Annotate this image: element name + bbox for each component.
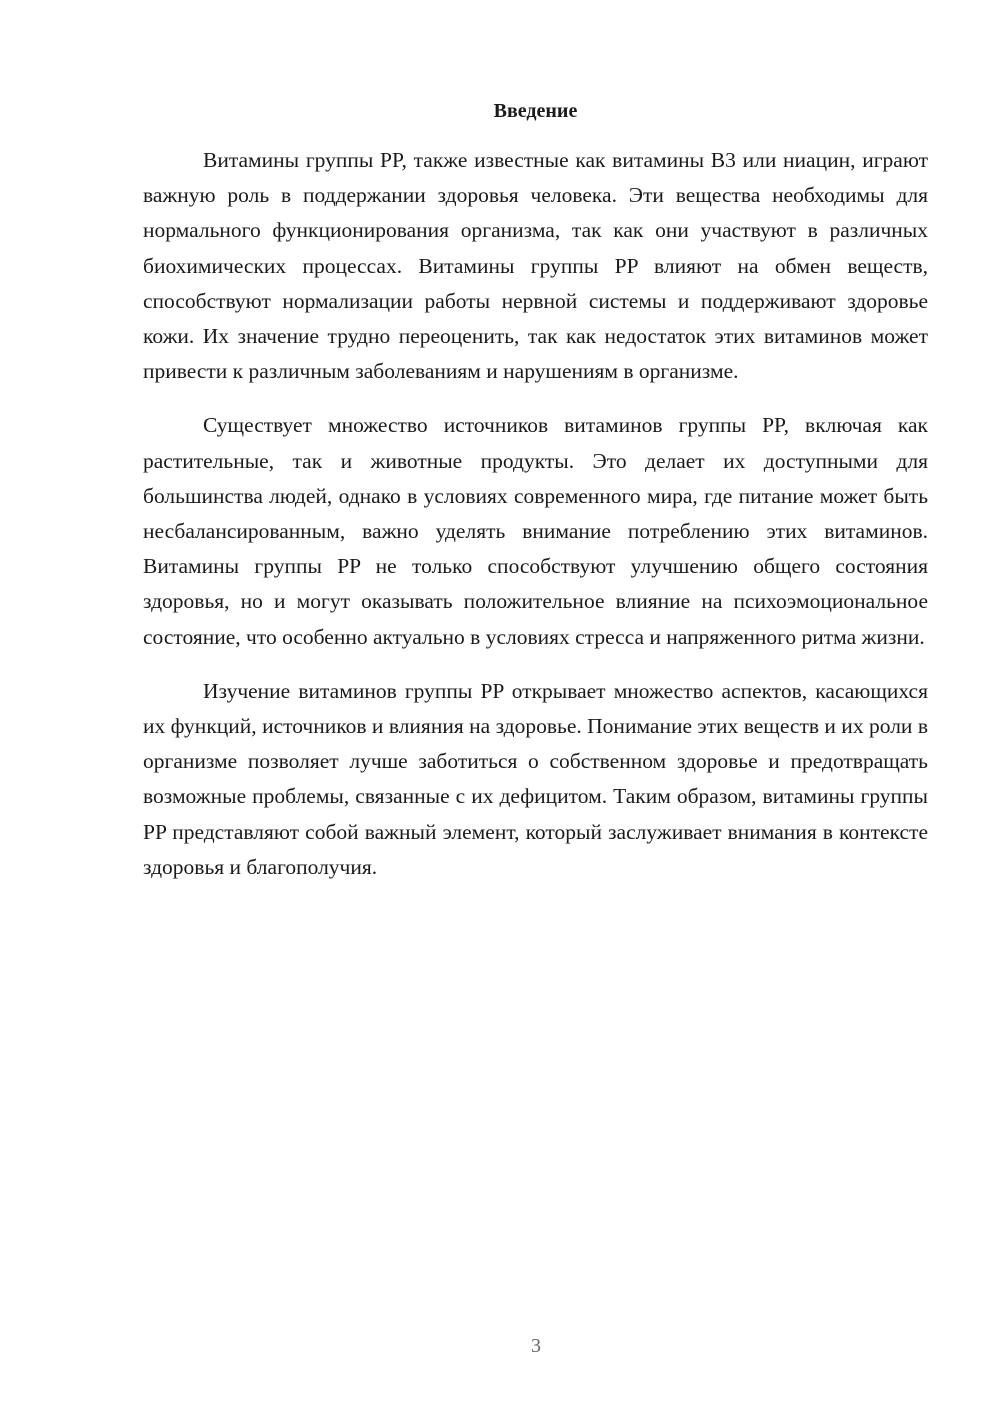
paragraph-3: Изучение витаминов группы PP открывает множество аспектов, касающихся их функций, источников и влияния на здоровье. Понимание этих веществ и их роли в организме позволяет лучше заботиться о собственном здоровье и предотвращать возможные проблемы, связанные с их дефицитом. Таким образом, витамины группы PP представляют собой важный элемент, который заслуживает внимания в контексте здоровья и благополучия.: [143, 678, 928, 879]
paragraph-2: Существует множество источников витаминов группы PP, включая как растительные, так и животные продукты. Это делает их доступными для большинства людей, однако в условиях современного мира, где питание может быть несбалансированным, важно уделять внимание потреблению этих витаминов. Витамины группы PP не только способствуют улучшению общего состояния здоровья, но и могут оказывать положительное влияние на психоэмоциональное состояние, что особенно актуально в условиях стресса и напряженного ритма жизни.: [143, 413, 928, 649]
paragraph-1: Витамины группы PP, также известные как витамины B3 или ниацин, играют важную роль в поддержании здоровья человека. Эти вещества необходимы для нормального функционирования организма, так как они участвуют в различных биохимических процессах. Витамины группы PP влияют на обмен веществ, способствуют нормализации работы нервной системы и поддерживают здоровье кожи. Их значение трудно переоценить, так как недостаток этих витаминов может привести к различным заболеваниям и нарушениям в организме.: [143, 148, 928, 384]
body-text: [143, 143, 928, 904]
page-title: Введение: [493, 100, 578, 122]
page-number: 3: [531, 1335, 541, 1357]
